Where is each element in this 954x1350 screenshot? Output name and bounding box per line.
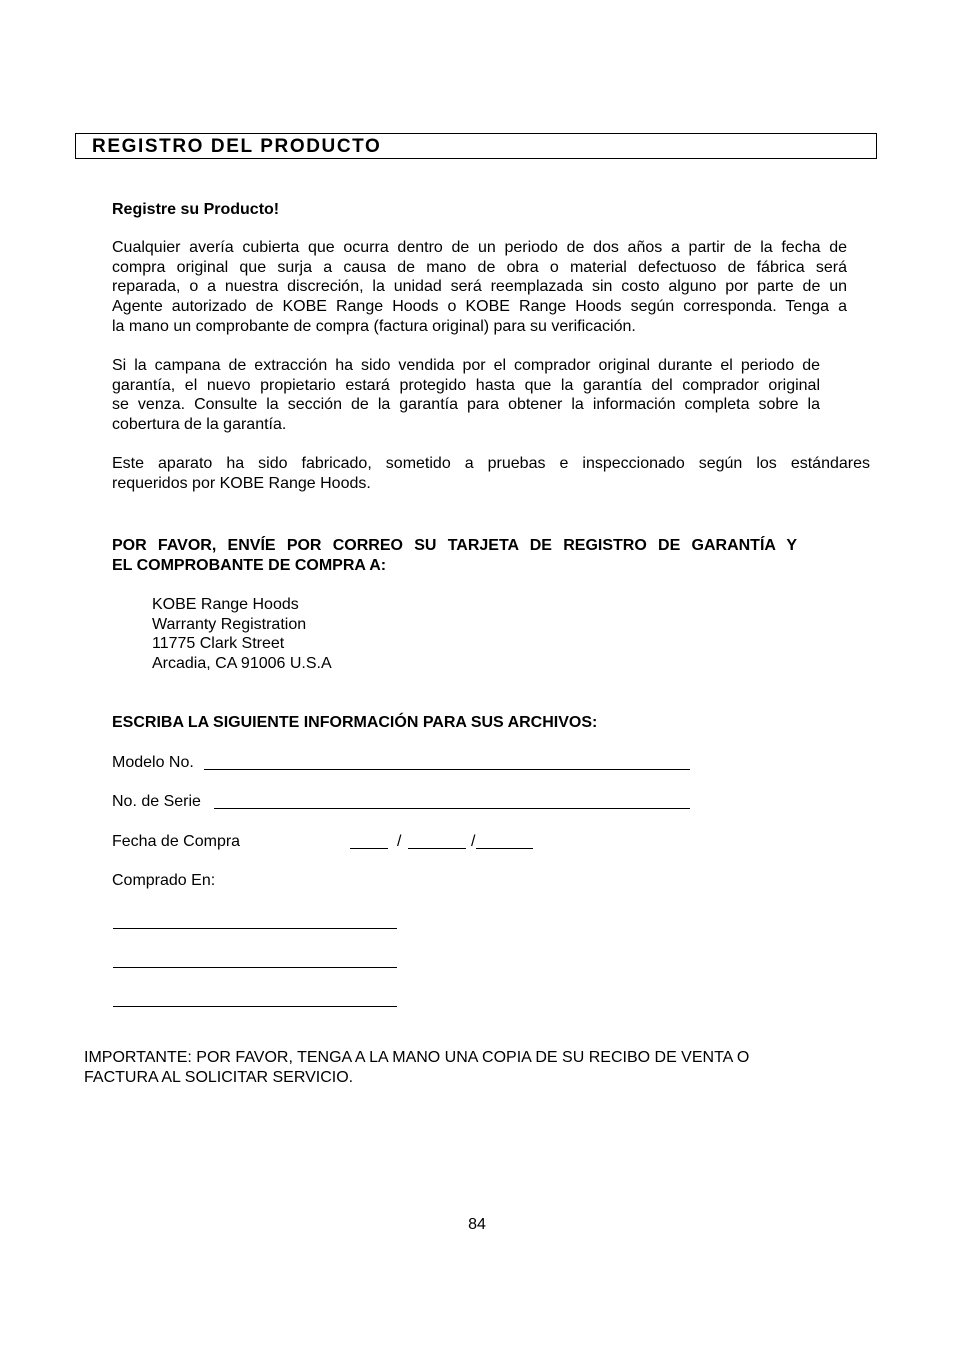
- paragraph-line: cobertura de la garantía.: [112, 416, 287, 434]
- important-note: [84, 1048, 749, 1087]
- date-month-line[interactable]: [350, 848, 388, 849]
- purchased-field-line-3[interactable]: [113, 1006, 397, 1007]
- section-header: [75, 133, 877, 159]
- address-line: Arcadia, CA 91006 U.S.A: [152, 655, 332, 673]
- address-line: Warranty Registration: [152, 615, 307, 633]
- warranty-paragraph: [112, 238, 847, 336]
- date-year-line[interactable]: [476, 848, 533, 849]
- paragraph-line: Si la campana de extracción ha sido vendida por el comprador original durante el periodo de: [112, 357, 820, 374]
- date-label: Fecha de Compra: [112, 833, 241, 850]
- standards-paragraph: [112, 454, 870, 493]
- serial-label: No. de Serie: [112, 793, 201, 810]
- address-line: 11775 Clark Street: [152, 635, 285, 653]
- serial-field-line[interactable]: [214, 808, 690, 809]
- paragraph-line: Este aparato ha sido fabricado, sometido a pruebas e inspeccionado según los estándares: [112, 455, 870, 472]
- paragraph-line: se venza. Consulte la sección de la garantía para obtener la información completa sobre la: [112, 396, 820, 414]
- page-number: 84: [468, 1216, 486, 1233]
- paragraph-line: garantía, el nuevo propietario estará protegido hasta que la garantía del comprador original: [112, 376, 820, 394]
- paragraph-line: requeridos por KOBE Range Hoods.: [112, 474, 371, 492]
- paragraph-line: reparada, o a nuestra discreción, la unidad será reemplazada sin costo alguno por parte de un: [112, 278, 847, 296]
- mail-heading-line: EL COMPROBANTE DE COMPRA A:: [112, 556, 387, 574]
- paragraph-line: Cualquier avería cubierta que ocurra dentro de un periodo de dos años a partir de la fecha de: [112, 239, 847, 256]
- records-heading: ESCRIBA LA SIGUIENTE INFORMACIÓN PARA SUS ARCHIVOS:: [112, 714, 598, 731]
- address-line: KOBE Range Hoods: [152, 596, 299, 613]
- page-title: REGISTRO DEL PRODUCTO: [92, 136, 382, 157]
- paragraph-line: compra original que surja a causa de mano de obra o material defectuoso de fábrica será: [112, 258, 847, 276]
- purchased-field-line-1[interactable]: [113, 928, 397, 929]
- date-day-line[interactable]: [408, 848, 466, 849]
- paragraph-line: Agente autorizado de KOBE Range Hoods o KOBE Range Hoods según corresponda. Tenga a: [112, 298, 847, 316]
- date-separator: /: [397, 833, 402, 850]
- model-field-line[interactable]: [204, 769, 690, 770]
- paragraph-line: la mano un comprobante de compra (factura original) para su verificación.: [112, 317, 636, 335]
- date-separator: /: [471, 833, 476, 850]
- important-line: IMPORTANTE: POR FAVOR, TENGA A LA MANO UNA COPIA DE SU RECIBO DE VENTA O: [84, 1049, 750, 1066]
- purchased-label: Comprado En:: [112, 872, 216, 889]
- model-label: Modelo No.: [112, 754, 194, 771]
- transfer-paragraph: [112, 356, 820, 435]
- intro-heading: Registre su Producto!: [112, 201, 280, 218]
- mailing-address: [152, 595, 332, 674]
- mail-heading-line: POR FAVOR, ENVÍE POR CORREO SU TARJETA DE REGISTRO DE GARANTÍA Y: [112, 537, 797, 554]
- mail-heading: [112, 536, 797, 575]
- important-line: FACTURA AL SOLICITAR SERVICIO.: [84, 1068, 354, 1086]
- purchased-field-line-2[interactable]: [113, 967, 397, 968]
